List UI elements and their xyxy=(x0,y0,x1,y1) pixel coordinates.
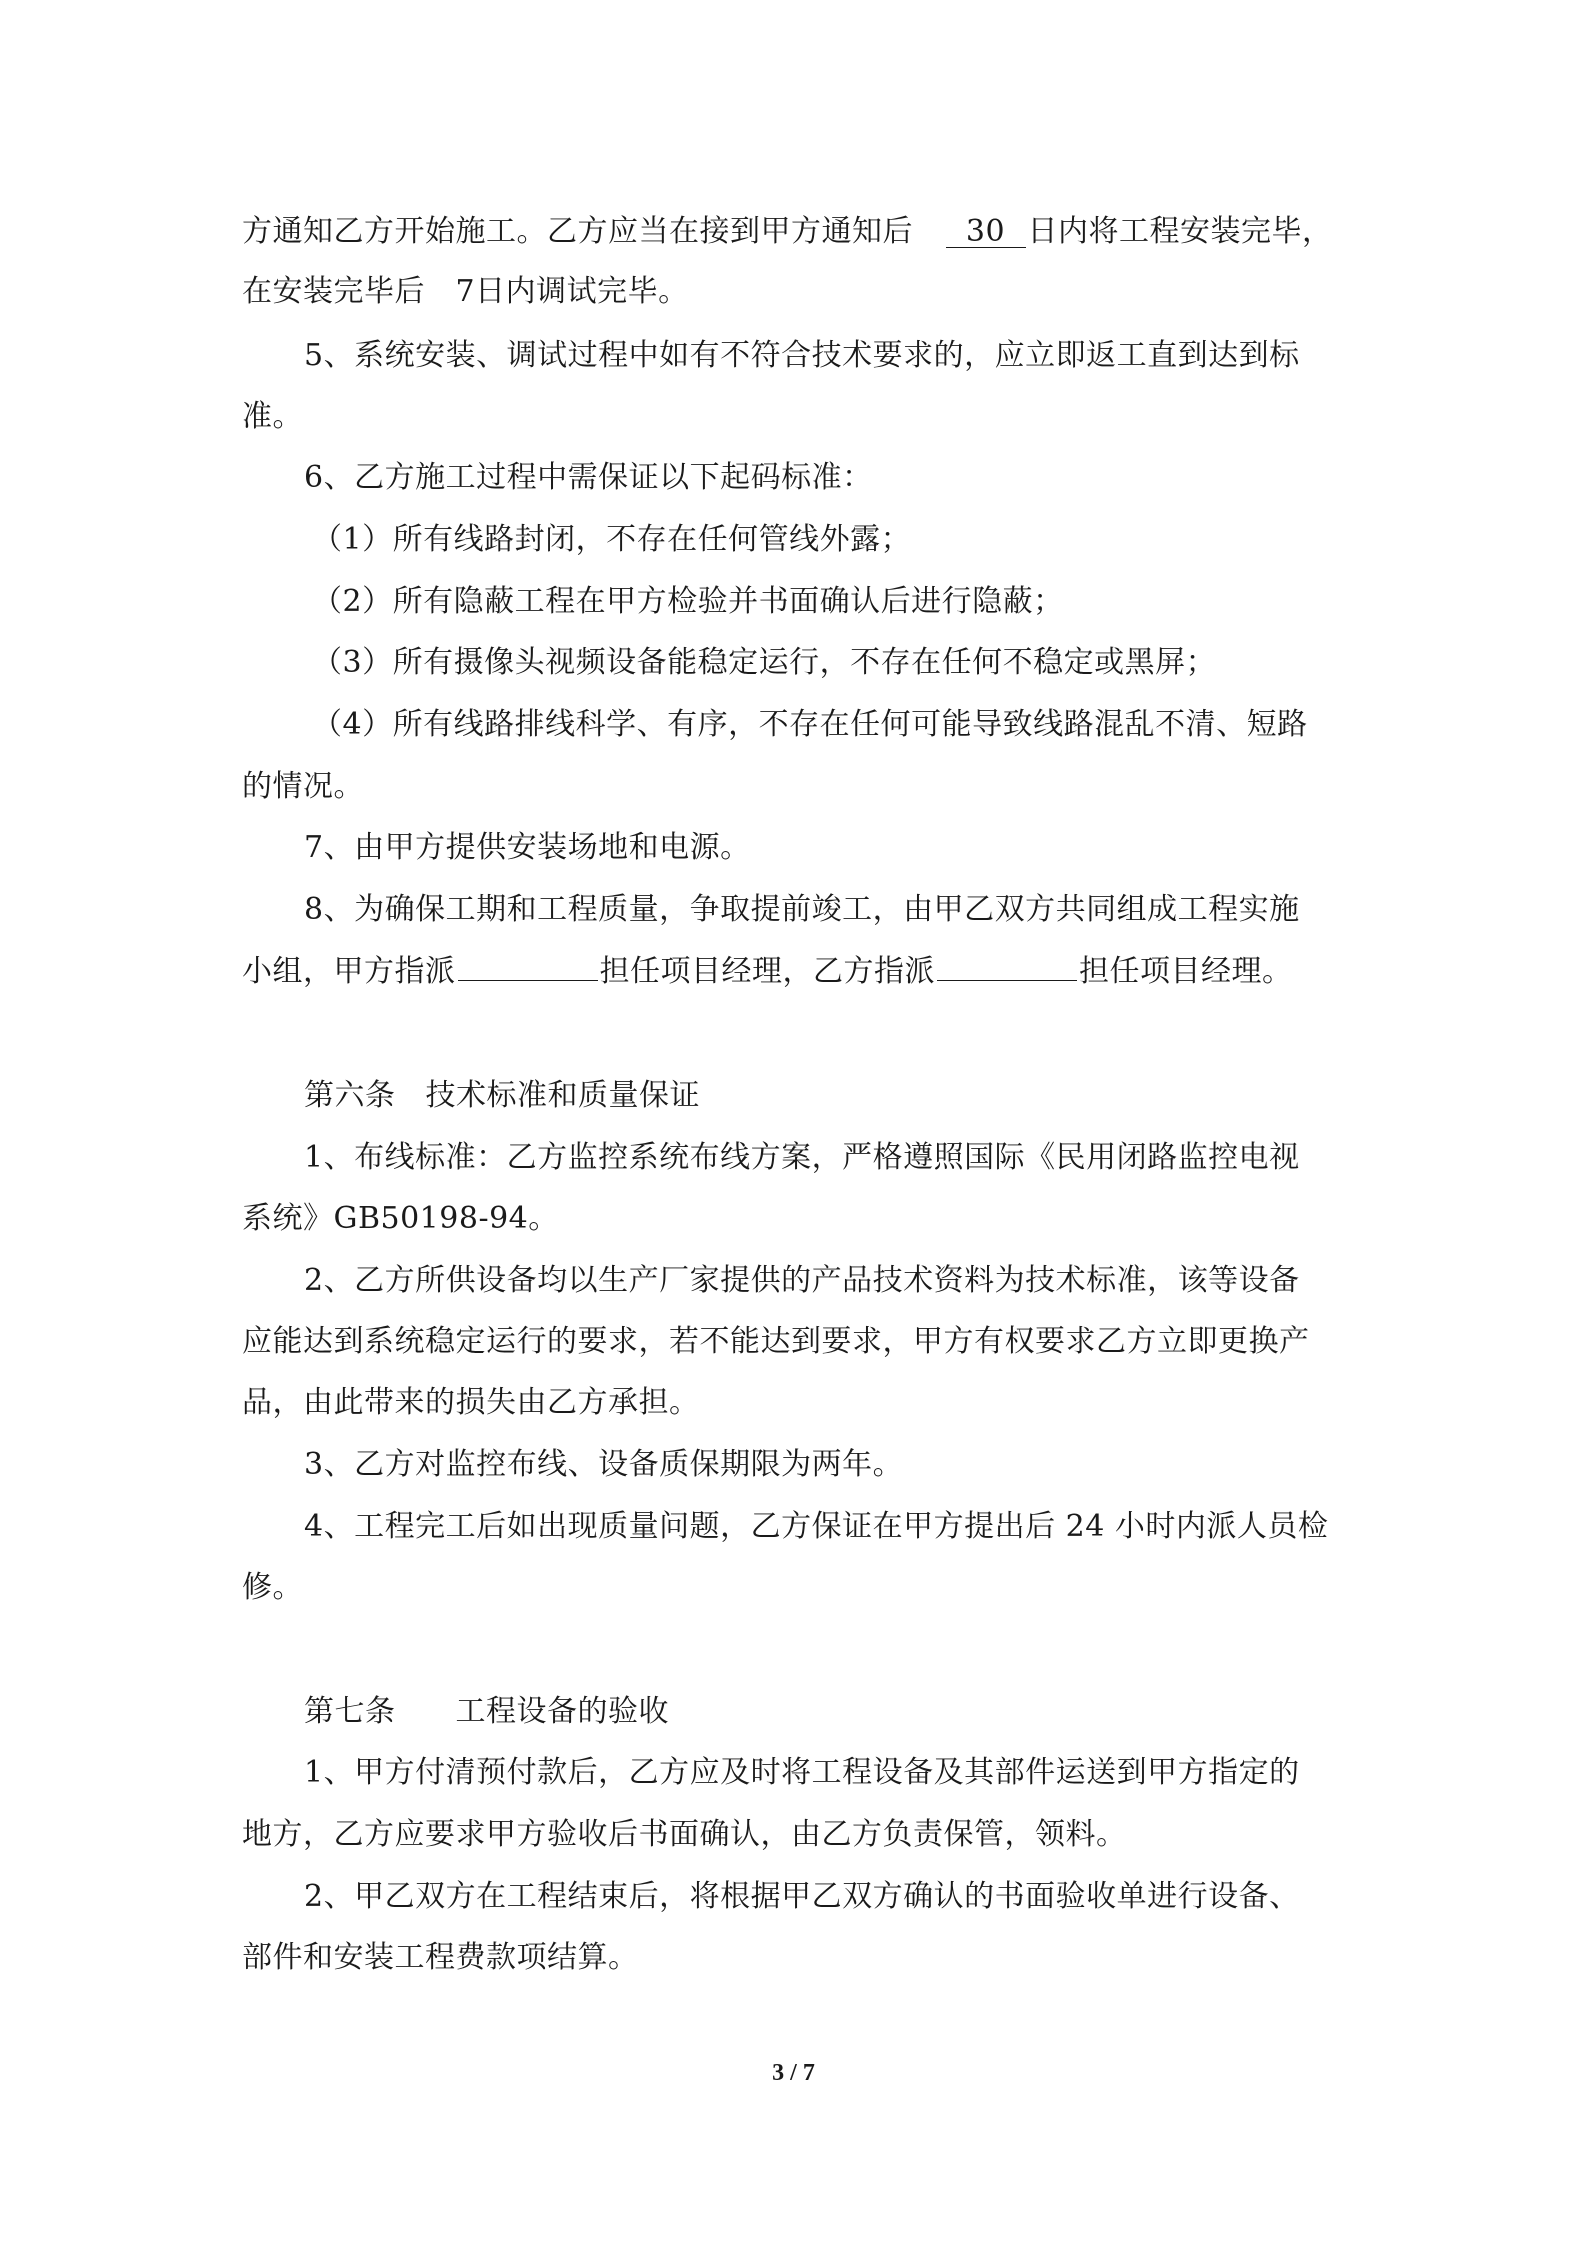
paragraph-line: 准。 xyxy=(242,399,303,434)
paragraph-line: 2、乙方所供设备均以生产厂家提供的产品技术资料为技术标准，该等设备 xyxy=(304,1263,1300,1298)
paragraph-line: 地方，乙方应要求甲方验收后书面确认，由乙方负责保管，领料。 xyxy=(242,1817,1127,1852)
paragraph-line: 应能达到系统稳定运行的要求，若不能达到要求，甲方有权要求乙方立即更换产 xyxy=(242,1324,1310,1359)
section-heading xyxy=(304,1692,669,1732)
paragraph-line: 3、乙方对监控布线、设备质保期限为两年。 xyxy=(304,1447,904,1482)
text-run: 方通知乙方开始施工。乙方应当在接到甲方通知后 xyxy=(242,214,913,249)
paragraph-line: 8、为确保工期和工程质量，争取提前竣工，由甲乙双方共同组成工程实施 xyxy=(304,892,1300,927)
days-blank: 30 xyxy=(946,217,1026,248)
paragraph-line: 5、系统安装、调试过程中如有不符合技术要求的，应立即返工直到达到标 xyxy=(304,338,1300,373)
paragraph-line: 1、甲方付清预付款后，乙方应及时将工程设备及其部件运送到甲方指定的 xyxy=(304,1755,1300,1790)
heading-number: 第七条 xyxy=(304,1694,396,1729)
page-number: 3 / 7 xyxy=(772,2060,815,2086)
paragraph-line: 在安装完毕后 7日内调试完毕。 xyxy=(242,274,689,309)
list-item: （1）所有线路封闭，不存在任何管线外露； xyxy=(312,522,912,557)
paragraph-line: 部件和安装工程费款项结算。 xyxy=(242,1940,639,1975)
paragraph-line: 7、由甲方提供安装场地和电源。 xyxy=(304,830,751,865)
paragraph-line: 6、乙方施工过程中需保证以下起码标准： xyxy=(304,460,873,495)
paragraph-line: 4、工程完工后如出现质量问题，乙方保证在甲方提出后 24 小时内派人员检 xyxy=(304,1509,1329,1544)
text-run: 小组，甲方指派 xyxy=(242,954,456,989)
text-run: 日内将工程安装完毕， xyxy=(1027,214,1333,249)
paragraph-line: 的情况。 xyxy=(242,769,364,804)
list-item: （2）所有隐蔽工程在甲方检验并书面确认后进行隐蔽； xyxy=(312,584,1064,619)
paragraph-line: 系统》GB50198-94。 xyxy=(242,1201,559,1236)
paragraph-line: 2、甲乙双方在工程结束后，将根据甲乙双方确认的书面验收单进行设备、 xyxy=(304,1879,1300,1914)
paragraph-line: 品，由此带来的损失由乙方承担。 xyxy=(242,1385,700,1420)
text-run: 担任项目经理。 xyxy=(1079,954,1293,989)
manager-blank-party-a xyxy=(458,980,598,981)
manager-blank-party-b xyxy=(937,980,1077,981)
paragraph-line xyxy=(242,212,1333,252)
paragraph-line xyxy=(242,952,1293,992)
section-heading xyxy=(304,1076,700,1116)
paragraph-line: 修。 xyxy=(242,1570,303,1605)
list-item: （4）所有线路排线科学、有序，不存在任何可能导致线路混乱不清、短路 xyxy=(312,707,1308,742)
heading-number: 第六条 xyxy=(304,1078,396,1113)
paragraph-line: 1、布线标准：乙方监控系统布线方案，严格遵照国际《民用闭路监控电视 xyxy=(304,1140,1300,1175)
list-item: （3）所有摄像头视频设备能稳定运行，不存在任何不稳定或黑屏； xyxy=(312,645,1217,680)
heading-title: 工程设备的验收 xyxy=(455,1694,669,1729)
text-run: 担任项目经理，乙方指派 xyxy=(599,954,935,989)
heading-title: 技术标准和质量保证 xyxy=(425,1078,700,1113)
